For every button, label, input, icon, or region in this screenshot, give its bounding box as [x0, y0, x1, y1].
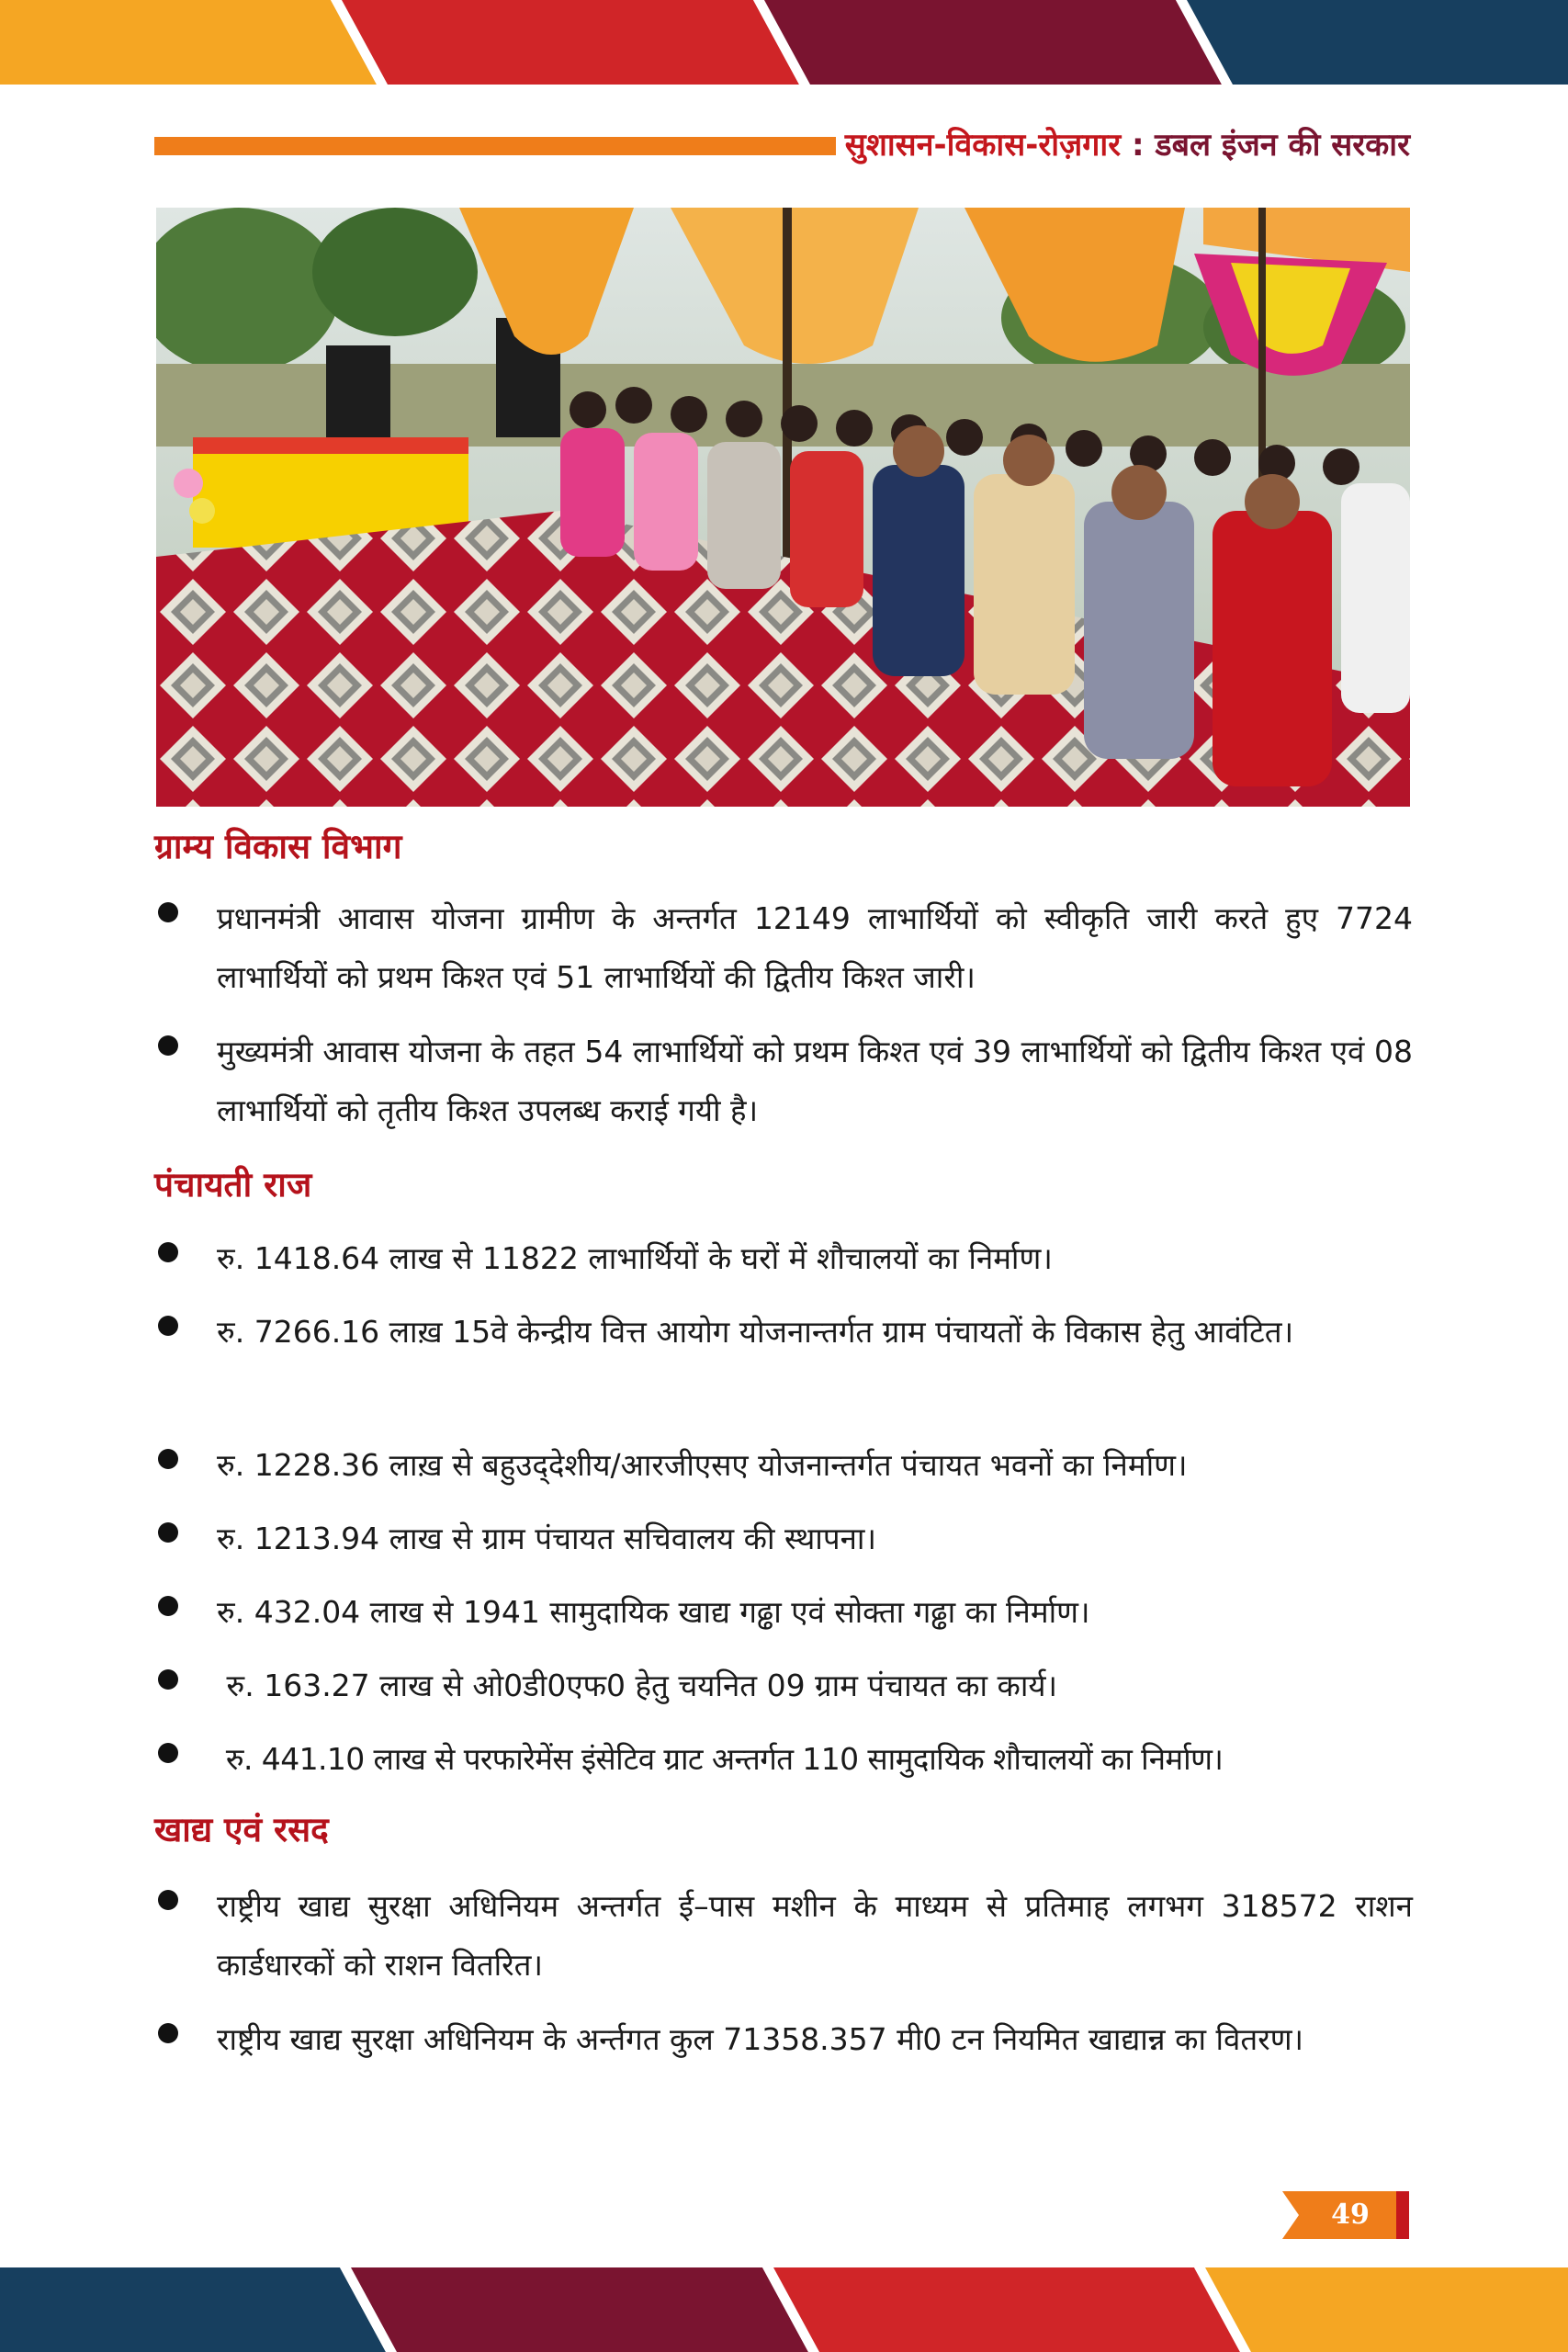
top-decorative-band	[0, 0, 1568, 85]
section-heading-food-and-supplies: खाद्य एवं रसद	[154, 1810, 329, 1849]
list-item	[154, 1436, 1413, 1495]
list-item-text: मुख्यमंत्री आवास योजना के तहत 54 लाभार्थियों को प्रथम किश्त एवं 39 लाभार्थियों को द्वितीय किश्त एवं 08 लाभार्थियों को तृतीय किश्त उपलब्ध कराई गयी है।	[217, 1034, 1413, 1128]
list-item	[154, 1657, 1413, 1715]
header-title	[845, 125, 1410, 165]
event-photo	[156, 208, 1410, 807]
list-item	[154, 1023, 1413, 1140]
bullet-icon	[158, 1035, 178, 1056]
bullet-icon	[158, 1449, 178, 1469]
bullet-icon	[158, 1316, 178, 1336]
header-title-part2: : डबल इंजन की सरकार	[1121, 127, 1410, 164]
section-heading-rural-development: ग्राम्य विकास विभाग	[154, 827, 402, 866]
list-item-text: रु. 441.10 लाख से परफारेमेंस इंसेटिव ग्राट अन्तर्गत 110 सामुदायिक शौचालयों का निर्माण।	[217, 1741, 1224, 1777]
header-title-part1: सुशासन-विकास-रोज़गार	[844, 127, 1122, 164]
list-item-text: रु. 7266.16 लाख़ 15वे केन्द्रीय वित्त आयोग योजनान्तर्गत ग्राम पंचायतों के विकास हेतु आवंटित।	[217, 1314, 1294, 1350]
bottom-decorative-band	[0, 2267, 1568, 2352]
list-item-text: रु. 1213.94 लाख से ग्राम पंचायत सचिवालय की स्थापना।	[217, 1521, 876, 1556]
list-item-text: प्रधानमंत्री आवास योजना ग्रामीण के अन्तर्गत 12149 लाभार्थियों को स्वीकृति जारी करते हुए 7724 लाभार्थियों को प्रथम किश्त एवं 51 लाभार्थियों की द्वितीय किश्त जारी।	[217, 900, 1413, 995]
list-item	[154, 1877, 1413, 1995]
list-item-text: रु. 1228.36 लाख़ से बहुउद्‌देशीय/आरजीएसए योजनान्तर्गत पंचायत भवनों का निर्माण।	[217, 1447, 1188, 1483]
list-item	[154, 1510, 1413, 1568]
list-item-text: रु. 432.04 लाख से 1941 सामुदायिक खाद्य गढ्ढा एवं सोक्ता गढ्ढा का निर्माण।	[217, 1594, 1090, 1630]
list-item	[154, 1583, 1413, 1642]
bullet-icon	[158, 902, 178, 922]
page-number-tab	[1282, 2191, 1409, 2239]
list-item	[154, 889, 1413, 1007]
list-item-text: राष्ट्रीय खाद्य सुरक्षा अधिनियम के अर्न्तगत कुल 71358.357 मी0 टन नियमित खाद्यान्न का वितरण।	[217, 2021, 1304, 2057]
bullet-icon	[158, 2023, 178, 2043]
list-item-text: रु. 163.27 लाख से ओ0डी0एफ0 हेतु चयनित 09 ग्राम पंचायत का कार्य।	[217, 1668, 1058, 1703]
list-item-text: रु. 1418.64 लाख से 11822 लाभार्थियों के घरों में शौचालयों का निर्माण।	[217, 1240, 1053, 1276]
list-item	[154, 1303, 1413, 1362]
bullet-icon	[158, 1596, 178, 1616]
section-heading-panchayati-raj: पंचायती राज	[154, 1165, 312, 1204]
bullet-icon	[158, 1669, 178, 1690]
list-item	[154, 1229, 1413, 1288]
bullet-icon	[158, 1522, 178, 1543]
bullet-icon	[158, 1743, 178, 1763]
page-number: 49	[1331, 2199, 1370, 2231]
list-item	[154, 2010, 1413, 2069]
header-accent-bar	[154, 137, 836, 155]
bullet-icon	[158, 1242, 178, 1262]
list-item-text: राष्ट्रीय खाद्य सुरक्षा अधिनियम अन्तर्गत ई–पास मशीन के माध्यम से प्रतिमाह लगभग 318572 राशन कार्डधारकों को राशन वितरित।	[217, 1888, 1413, 1983]
bullet-icon	[158, 1890, 178, 1910]
list-item	[154, 1730, 1413, 1789]
